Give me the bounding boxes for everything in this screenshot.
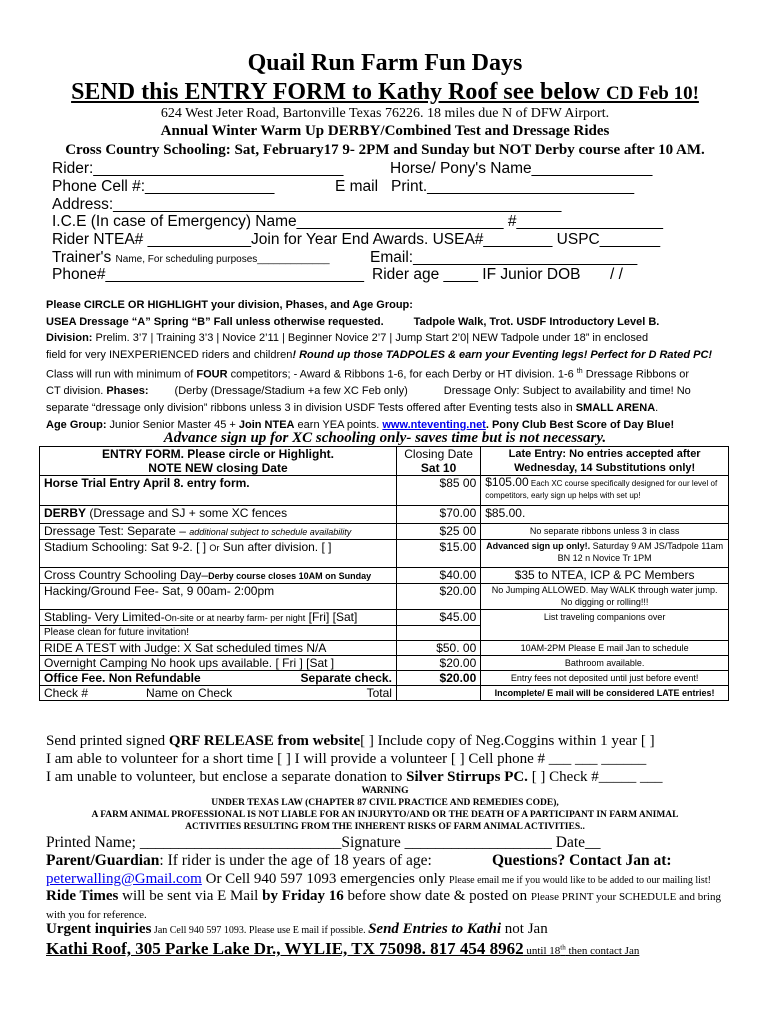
division-line: Division: Prelim. 3’7 | Training 3’3 | Novice 2’11 | Beginner Novice 2’7 | Jump Start 2’0| NEW Tadpole under 18” in enclosed xyxy=(46,332,649,345)
table-row[interactable] xyxy=(40,524,729,540)
signature-line[interactable]: Printed Name; __________________________Signature ___________________ Date__ xyxy=(46,834,601,851)
urgent-line: Urgent inquiries Jan Cell 940 597 1093. Please use E mail if possible. Send Entries to Kathi not Jan xyxy=(46,921,548,937)
page-title: Quail Run Farm Fun Days xyxy=(247,50,523,76)
price-derby: $70.00 xyxy=(396,506,480,524)
table-row[interactable] xyxy=(40,641,729,656)
price-ride-test: $50. 00 xyxy=(396,641,480,656)
warning-law: UNDER TEXAS LAW (CHAPTER 87 CIVIL PRACTICE AND REMEDIES CODE), xyxy=(211,798,559,808)
cross-country-line: Cross Country Schooling: Sat, February17 9- 2PM and Sunday but NOT Derby course after 10 AM. xyxy=(65,142,705,158)
page-subtitle xyxy=(0,79,770,106)
row-hacking: Hacking/Ground Fee- Sat, 9 00am- 2:00pm xyxy=(40,584,397,610)
late-cross-country: $35 to NTEA, ICP & PC Members xyxy=(481,568,729,584)
row-derby: DERBY (Dressage and SJ + some XC fences xyxy=(40,506,397,524)
closing-date: CD Feb 10! xyxy=(606,83,699,104)
horse-name-field[interactable]: Horse/ Pony's Name______________ xyxy=(390,160,653,177)
print-field[interactable]: Print.________________________ xyxy=(391,178,635,195)
phone-field[interactable]: Phone#______________________________ xyxy=(52,266,365,283)
send-release-line: Send printed signed QRF RELEASE from website[ ] Include copy of Neg.Coggins within 1 year [ ] xyxy=(46,733,655,749)
trainer-field[interactable] xyxy=(52,249,330,267)
warning-law-2: A FARM ANIMAL PROFESSIONAL IS NOT LIABLE FOR AN INJURYTO/AND OR THE DEATH OF A PARTICIPANT IN FARM ANIMAL xyxy=(91,810,679,820)
late-stabling: List traveling companions over xyxy=(481,610,729,641)
row-stabling: Stabling- Very Limited-On-site or at nearby farm- per night [Fri] [Sat] xyxy=(40,610,397,626)
table-row[interactable] xyxy=(40,476,729,506)
row-clean-note: Please clean for future invitation! xyxy=(40,626,397,641)
row-cross-country: Cross Country Schooling Day–Derby course closes 10AM on Sunday xyxy=(40,568,397,584)
table-row[interactable] xyxy=(40,568,729,584)
late-hacking: No Jumping ALLOWED. May WALK through water jump. No digging or rolling!!! xyxy=(481,584,729,610)
table-row[interactable] xyxy=(40,540,729,568)
header-closing-date: Closing Date Sat 10 xyxy=(396,447,480,476)
rider-ntea-field[interactable]: Rider NTEA# ____________Join for Year End Awards. USEA#________ USPC_______ xyxy=(52,231,661,248)
row-stadium-schooling: Stadium Schooling: Sat 9-2. [ ] Or Sun after division. [ ] xyxy=(40,540,397,568)
email-link[interactable]: peterwalling@Gmail.com xyxy=(46,871,202,887)
volunteer-line[interactable]: I am able to volunteer for a short time [ ] I will provide a volunteer [ ] Cell phone # ___ ___ ______ xyxy=(46,751,647,767)
row-check: Check # Name on Check Total xyxy=(40,686,397,701)
late-dressage: No separate ribbons unless 3 in class xyxy=(481,524,729,540)
price-office-fee: $20.00 xyxy=(396,671,480,686)
farm-address: 624 West Jeter Road, Bartonville Texas 76226. 18 miles due N of DFW Airport. xyxy=(160,106,610,121)
header-late-entry: Late Entry: No entries accepted after Wednesday, 14 Substitutions only! xyxy=(481,447,729,476)
late-horse-trial: $105.00 Each XC course specifically designed for our level of competitors, early sign up helps with set up! xyxy=(481,476,729,506)
dob-field[interactable]: / / xyxy=(610,266,623,283)
field-line: field for very INEXPERIENCED riders and children! Round up those TADPOLES & earn your Eventing legs! Perfect for D Rated PC! xyxy=(46,349,713,362)
price-camping: $20.00 xyxy=(396,656,480,671)
ice-field[interactable]: I.C.E (In case of Emergency) Name________________________ #_________________ xyxy=(52,213,664,230)
trainer-email-field[interactable]: Email:__________________________ xyxy=(370,249,638,266)
parent-line: Parent/Guardian: If rider is under the age of 18 years of age: Questions? Contact Jan at: xyxy=(46,852,672,869)
class-line: Class will run with minimum of FOUR competitors; - Award & Ribbons 1-6, for each Derby or HT division. 1-6 $^{th}$ Dressage Ribbons or xyxy=(46,367,690,381)
entry-fee-table xyxy=(39,446,729,701)
phases-line: CT division. Phases: (Derby (Dressage/Stadium +a few XC Feb only) Dressage Only: Subject to availability and time! No xyxy=(46,385,691,398)
trainer-label: Trainer's xyxy=(52,249,112,266)
rider-field[interactable]: Rider:_____________________________ xyxy=(52,160,344,177)
header-entry-form: ENTRY FORM. Please circle or Highlight. NOTE NEW closing Date xyxy=(40,447,397,476)
contact-line: peterwalling@Gmail.com Or Cell 940 597 1093 emergencies only Please email me if you would like to be added to our mailing list! xyxy=(46,871,711,887)
late-stadium: Advanced sign up only!. Saturday 9 AM JS/Tadpole 11am BN 12 n Novice Tr 1PM xyxy=(481,540,729,568)
row-ride-a-test: RIDE A TEST with Judge: X Sat scheduled times N/A xyxy=(40,641,397,656)
row-horse-trial: Horse Trial Entry April 8. entry form. xyxy=(40,476,397,506)
annual-event-line: Annual Winter Warm Up DERBY/Combined Test and Dressage Rides xyxy=(160,123,610,139)
division-info xyxy=(46,297,736,433)
address-field[interactable]: Address:____________________________________________________ xyxy=(52,196,562,213)
price-horse-trial: $85 00 xyxy=(396,476,480,506)
price-hacking: $20.00 xyxy=(396,584,480,610)
late-incomplete: Incomplete/ E mail will be considered LATE entries! xyxy=(481,686,729,701)
advance-signup-note: Advance sign up for XC schooling only- saves time but is not necessary. xyxy=(163,430,607,446)
warning-law-3: ACTIVITIES RESULTING FROM THE INHERENT RISKS OF FARM ANIMAL ACTIVITIES.. xyxy=(185,822,585,832)
row-dressage-test: Dressage Test: Separate – additional subject to schedule availability xyxy=(40,524,397,540)
trainer-note: Name, For scheduling purposes_____________ xyxy=(115,254,330,265)
table-row[interactable] xyxy=(40,610,729,626)
table-row[interactable] xyxy=(40,506,729,524)
age-group-line: Age Group: Junior Senior Master 45 + Join NTEA earn YEA points. www.nteventing.net. Pony Club Best Score of Day Blue! xyxy=(46,418,675,431)
row-office-fee: Office Fee. Non Refundable Separate check. xyxy=(40,671,397,686)
phone-cell-field[interactable]: Phone Cell #:_______________ xyxy=(52,178,275,195)
ride-times-line: Ride Times will be sent via E Mail by Friday 16 before show date & posted on Please PRINT your SCHEDULE and bring with you for reference. xyxy=(46,888,721,921)
separate-line: separate “dressage only division” ribbons unless 3 in division USDF Tests offered after Eventing tests also in SMALL ARENA. xyxy=(46,401,659,414)
email-label: E mail xyxy=(335,178,379,195)
kathi-address-line: Kathi Roof, 305 Parke Lake Dr., WYLIE, TX 75098. 817 454 8962 until 18th then contact Jan xyxy=(46,939,640,958)
late-office-fee: Entry fees not deposited until just before event! xyxy=(481,671,729,686)
table-row[interactable] xyxy=(40,584,729,610)
donation-line[interactable]: I am unable to volunteer, but enclose a separate donation to Silver Stirrups PC. [ ] Check #_____ ___ xyxy=(46,769,663,785)
circle-instruction: Please CIRCLE OR HIGHLIGHT your division, Phases, and Age Group: xyxy=(46,299,413,311)
subtitle-text: SEND this ENTRY FORM to Kathy Roof see below xyxy=(71,79,601,105)
warning-title: WARNING xyxy=(361,786,409,796)
price-stabling: $45.00 xyxy=(396,610,480,626)
price-dressage: $25 00 xyxy=(396,524,480,540)
table-row[interactable] xyxy=(40,671,729,686)
late-camping: Bathroom available. xyxy=(481,656,729,671)
rider-age-field[interactable]: Rider age ____ IF Junior DOB xyxy=(372,266,581,283)
table-header xyxy=(40,447,729,476)
late-derby: $85.00. xyxy=(481,506,729,524)
price-cross-country: $40.00 xyxy=(396,568,480,584)
late-ride-test: 10AM-2PM Please E mail Jan to schedule xyxy=(481,641,729,656)
row-camping: Overnight Camping No hook ups available. [ Fri ] [Sat ] xyxy=(40,656,397,671)
usea-line: USEA Dressage “A” Spring “B” Fall unless otherwise requested. Tadpole Walk, Trot. USDF Introductory Level B. xyxy=(46,315,660,328)
table-row[interactable] xyxy=(40,686,729,701)
price-stadium: $15.00 xyxy=(396,540,480,568)
table-row[interactable] xyxy=(40,656,729,671)
nteventing-link[interactable]: www.nteventing.net xyxy=(382,418,486,431)
